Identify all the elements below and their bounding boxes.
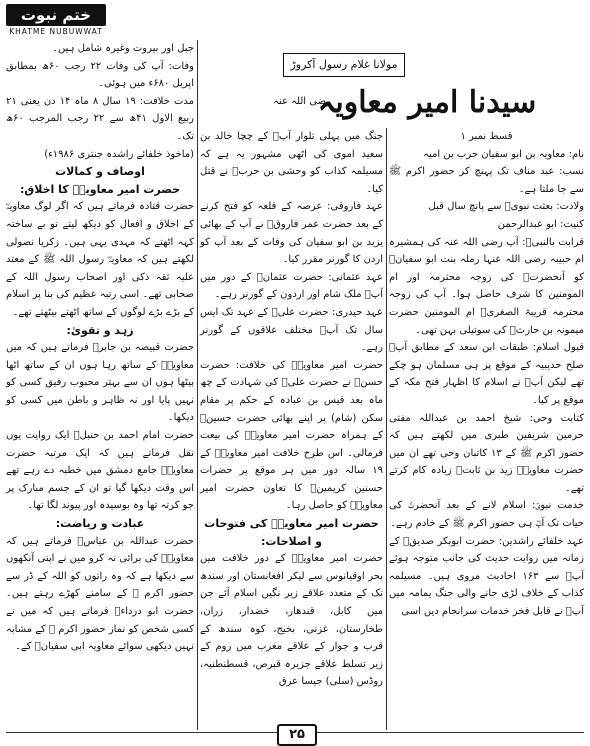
page-number: ۲۵ xyxy=(277,724,317,746)
subsection-heading: عبادت و ریاضت: xyxy=(55,517,145,531)
logo-urdu-title: ختم نبوت xyxy=(6,4,106,26)
text-paragraph: عہد حیدری: حضرت علیؓ کے عہد تک ایس سال تک آپؓ مختلف علاقوں کے گورنر رہے۔ xyxy=(200,306,383,354)
text-paragraph: کتابت وحی: شیخ احمد بن عبداللہ مفتی حرمین شریفین طبری میں لکھتے ہیں کہ حضور اکرم ﷺ کے ۱۳ کاتبان وحی تھے ان میں حضرت معاویہؓ زید بن ثابتؓ زیادہ کام کرتے تھے۔ xyxy=(389,412,584,494)
middle-column xyxy=(200,128,383,730)
column-divider-left xyxy=(197,40,198,730)
subsection-heading: حضرت امیر معاویہؓ کی فتوحات و اصلاحات: xyxy=(204,517,379,548)
left-column xyxy=(6,40,194,730)
text-paragraph: حضرت قتادہ فرماتے ہیں کہ اگر لوگ معاویہؓ کے اخلاق و افعال کو دیکھ لیتے تو بے ساختہ کہہ اٹھتے کہ مہدی یہی ہیں۔ زکریا نصولی لکھتے ہیں کہ معاویہؓ رسول اللہ ﷺ کے معتد علیہ ثقہ ذکی اور اصحاب رسول اللہ کے صحابی تھے۔ اسی رتبہ عظیم کی بنا پر اسلام کے بڑے بڑے لوگوں کے ساتھ اٹھتے بیٹھتے تھے۔ xyxy=(6,201,194,318)
text-paragraph: عہد عثمانی: حضرت عثمانؓ کے دور میں آپؓ ملک شام اور اردون کے گورنر رہے۔ xyxy=(200,271,383,301)
text-paragraph: وفات: آپ کی وفات ۲۲ رجب ۶۰ھ بمطابق اپریل ۶۸۰ء میں ہوئی۔ xyxy=(6,60,194,90)
text-paragraph: عہد فاروقی: عرصہ کے قلعہ کو فتح کرنے کے بعد حضرت عمر فاروقؓ نے آپ کے بھائی یزید بن ابو سفیان کی وفات کے بعد آپ کو اردن کا گورنر مقرر کیا۔ xyxy=(200,201,383,266)
text-paragraph: حضرت امیر معاویہؓ کے دور خلافت میں بحر اوقیانوس سے لیکر افغانستان اور سندھ تک کے متعدد علاقے زیر نگیں اسلام آئے جن میں کابل، قندھار، خضدار، زران، طخارستان، غزنی، بخیج، کوہ سندھ کے قرب و جوار کے علاقے مغرب میں روم کے زیر تسلط علاقے جزیرہ قبرص، قسطنطنیہ، روڈس (سلی) جیسا عرق xyxy=(200,553,383,688)
text-paragraph: حضرت امام احمد بن حنبلؒ ایک روایت یوں نقل فرماتے ہیں کہ ایک مرتبہ حضرت معاویہؓ جامع دمشق میں خطبہ دے رہے تھے اس وقت دیکھا گیا تو ان کے جسم مبارک پر جو کرتہ تھا وہ بوسیدہ اور پیوند لگا تھا۔ xyxy=(6,430,194,512)
text-paragraph: حضرت عبداللہ بن عباسؓ فرماتے ہیں کہ معاویہؓ کی برائی نہ کرو میں نے اپنی آنکھوں سے دیکھا ہے کہ وہ راتوں کو اللہ کے ڈر سے حضور اکرم ﷺ کے سامنے کھڑے رہتے ہیں۔ حضرت ابو درداءؓ فرماتے ہیں کہ میں نے کسی شخص کو نماز حضور اکرم ﷺ کے مشابہ نہیں دیکھی سوائے معاویہ ابی سفیانؓ کے۔ xyxy=(6,535,194,653)
section-heading: اوصاف و کمالات xyxy=(55,165,145,179)
article-title: سیدنا امیر معاویہ xyxy=(317,85,537,120)
title-honorific: رضی اللہ عنہ xyxy=(273,96,331,107)
text-paragraph: کنیت: ابو عبدالرحمن xyxy=(497,218,584,230)
author-name-box: مولانا غلام رسول آکروڑ xyxy=(283,53,405,77)
text-paragraph: نسب: عبد مناف تک پہنچ کر حضور اکرم ﷺ سے جا ملتا ہے۔ xyxy=(389,166,584,195)
text-paragraph: خدمت نبویؐ: اسلام لانے کے بعد آنحضرتؐ کی حیات تک آپؓ ہی حضور اکرم ﷺ کے خادم رہے۔ xyxy=(389,500,584,530)
text-paragraph: حضرت قبیصہ بن جابرؓ فرماتے ہیں کہ میں معاویہؓ کے ساتھ رہا ہوں ان کے ساتھ اٹھا بیٹھا ہوں ان سے بہتر محبوب رفیق کسی کو نہیں پایا اور نہ ظاہر و باطن میں کسی کو دیکھا۔ xyxy=(6,342,194,424)
text-paragraph: حضرت امیر معاویہؓ کی خلافت: حضرت حسنؓ نے حضرت علیؓ کی شہادت کے چھ ماہ بعد قیس بن عبادہ کے حکم پر مقام سکن (شام) پر اپنے بھائی حضرت حسینؓ کے ہمراہ حضرت امیر معاویہؓ کی بیعت فرمالی۔ اس طرح خلافت امیر معاویہؓ کے ۱۹ سالہ دور میں ہر موقع پر حضرات حسنین کریمینؓ کا تعاون حضرت امیر معاویہؓ کو حاصل رہا۔ xyxy=(200,359,383,512)
logo-english-title: KHATME NUBUWWAT xyxy=(9,27,103,36)
subsection-heading: زہد و تقویٰ: xyxy=(66,323,134,337)
subsection-heading: حضرت امیر معاویہؓ کا اخلاق: xyxy=(19,182,181,196)
right-column xyxy=(389,128,584,730)
text-paragraph: عہد خلفائے راشدین: حضرت ابوبکر صدیقؓ کے زمانہ میں روایت حدیث کی جانب متوجہ ہوئے آپؓ سے ۱۶۳ احادیث مروی ہیں۔ مسیلمہ کذاب کے خلاف لڑی جانے والی جنگ یمامہ میں آپؓ نے قابل فخر خدمات سرانجام دیں اسی xyxy=(389,535,584,618)
magazine-logo xyxy=(6,4,106,38)
text-paragraph: نام: معاویہ بن ابو سفیان حرب بن امیہ xyxy=(423,148,584,160)
source-note: (ماخوذ خلفائے راشدہ جنتری ۱۹۸۶ء) xyxy=(44,148,194,160)
text-paragraph: قرابت بالنبیؐ: آپ رضی اللہ عنہ کی ہمشیرہ ام حبیبہ رضی اللہ عنہا رملہ بنت ابو سفیانؓ کو آنحضرتؐ کی زوجہ محترمہ اور ام المومنین کا شرف حاصل ہوا۔ آپ کی زوجہ محترمہ قریبۃ الصغریؓ ام المومنین حضرت میمونہ بن حارثؓ کی سوتیلی بہن تھی۔ xyxy=(389,236,584,336)
text-paragraph: جنگ میں پہلی تلوار آپؓ کے چچا خالد بن سعید اموی کی اٹھی مشہور یہ ہے کہ مسیلمہ کذاب کو وحشی بن حربؓ نے قتل کیا۔ xyxy=(200,131,383,195)
text-paragraph: جبل اور بیروت وغیرہ شامل ہیں۔ xyxy=(52,43,194,54)
text-paragraph: مدت خلافت: ۱۹ سال ۸ ماہ ۱۴ دن یعنی ۲۱ ربیع الاول ۴۱ھ سے ۲۲ رجب المرجب ۶۰ھ تک۔ xyxy=(6,95,195,142)
installment-label: قسط نمبر ۱ xyxy=(460,131,513,142)
text-paragraph: قبول اسلام: طبقات ابن سعد کے مطابق آپؓ صلح حدیبیہ کے موقع پر ہی مسلمان ہو چکے تھے لیکن آپؓ نے اسلام کا اظہار فتح مکہ کے موقع پر کیا۔ xyxy=(389,342,584,406)
text-paragraph: ولادت: بعثت نبویؐ سے پانچ سال قبل xyxy=(428,201,584,213)
column-divider-right xyxy=(386,128,387,730)
